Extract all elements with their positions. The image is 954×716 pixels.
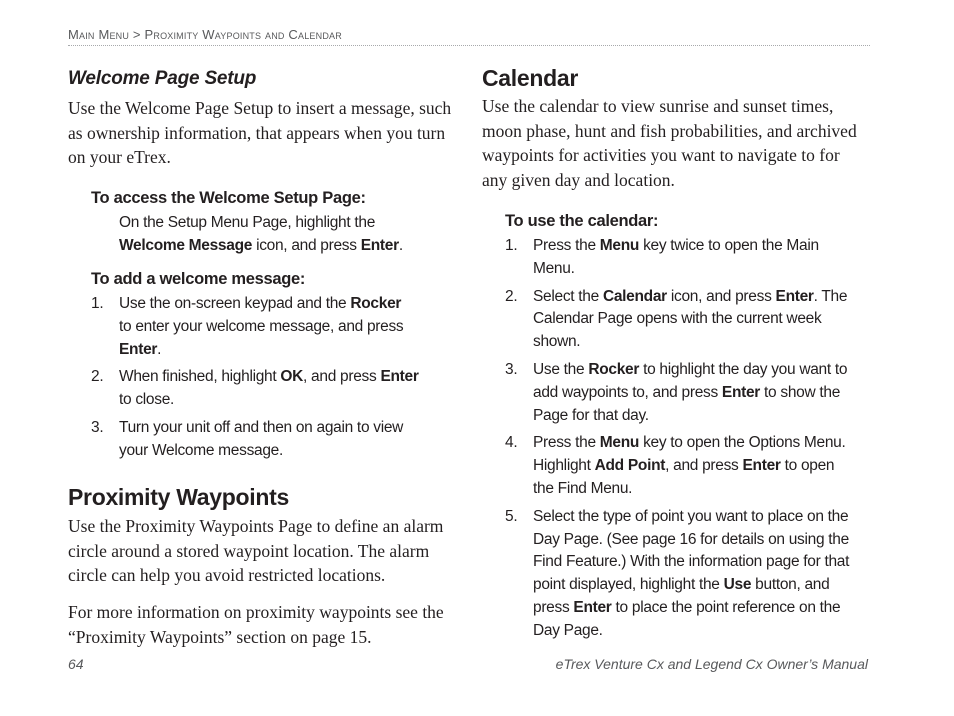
calendar-heading: Calendar [482,65,579,91]
access-welcome-setup-heading: To access the Welcome Setup Page: [91,189,366,207]
manual-title: eTrex Venture Cx and Legend Cx Owner’s Manual [555,656,868,672]
list-item: 3. Use the Rocker to highlight the day you want to add waypoints to, and press Enter to show the Page for that day. [505,360,848,424]
access-welcome-setup-instructions: On the Setup Menu Page, highlight the Welcome Message icon, and press Enter. [119,214,403,254]
list-item: 1. Use the on-screen keypad and the Rocker to enter your welcome message, and press Enter. [91,295,404,358]
proximity-waypoints-body: Use the Proximity Waypoints Page to define an alarm circle around a stored waypoint location. The alarm circle can help you avoid restricted locations. [68,516,444,585]
breadcrumb-main: Main Menu [68,27,130,42]
proximity-waypoints-heading: Proximity Waypoints [68,484,289,510]
breadcrumb-section: Proximity Waypoints and Calendar [144,27,342,42]
add-welcome-message-steps [91,293,431,463]
list-item: 3. Turn your unit off and then on again to view your Welcome message. [91,418,404,459]
list-item: 2. When finished, highlight OK, and press Enter to close. [91,368,419,409]
welcome-page-setup-heading: Welcome Page Setup [68,68,257,89]
breadcrumb [68,27,868,42]
list-item: 1. Press the Menu key twice to open the Main Menu. [505,237,819,277]
breadcrumb-separator: > [132,27,141,42]
list-item: 4. Press the Menu key to open the Options Menu. Highlight Add Point, and press Enter to open the Find Menu. [505,434,846,497]
list-item: 5. Select the type of point you want to place on the Day Page. (See page 16 for details on using the Find Feature.) With the information page for that point displayed, highlight the Use button, and press Enter to place the point reference on the Day Page. [505,507,850,639]
use-calendar-heading: To use the calendar: [505,212,659,230]
list-item: 2. Select the Calendar icon, and press Enter. The Calendar Page opens with the current week shown. [505,287,848,351]
page-number: 64 [68,656,84,672]
proximity-waypoints-reference: For more information on proximity waypoints see the “Proximity Waypoints” section on page 15. [68,602,444,647]
add-welcome-message-heading: To add a welcome message: [91,270,306,288]
header-divider [68,45,870,46]
use-calendar-steps [505,235,855,643]
welcome-page-setup-body: Use the Welcome Page Setup to insert a message, such as ownership information, that appears when you turn on your eTrex. [68,98,452,167]
calendar-body: Use the calendar to view sunrise and sunset times, moon phase, hunt and fish probabilities, and archived waypoints for activities you want to navigate to for any given day and location. [482,96,857,190]
